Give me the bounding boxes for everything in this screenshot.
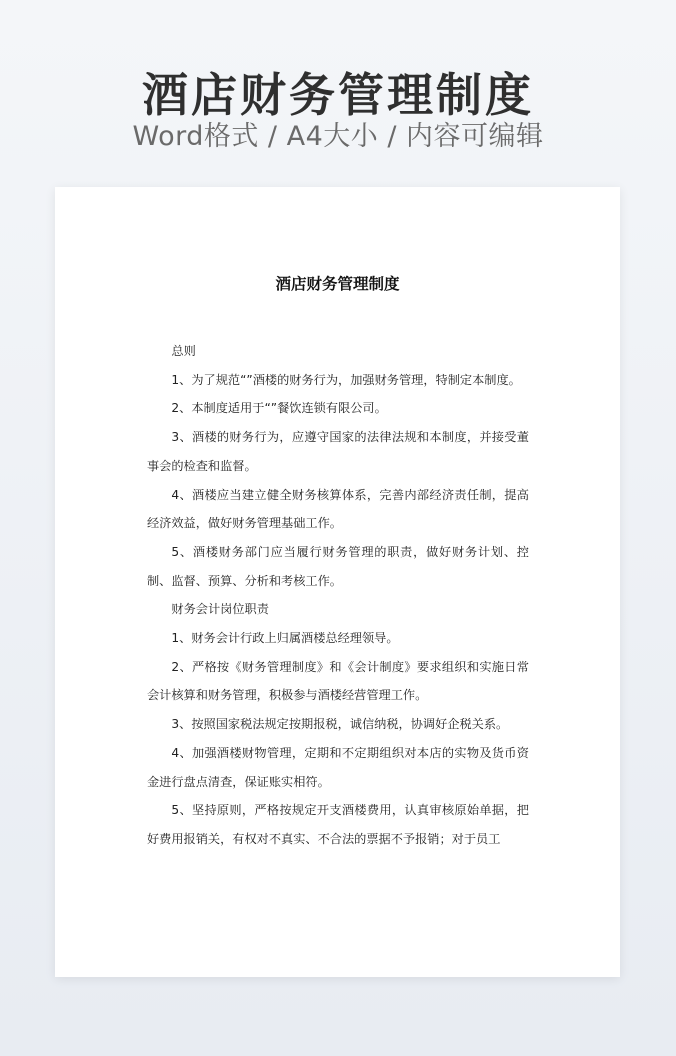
banner-subtitle: Word格式 / A4大小 / 内容可编辑 <box>132 121 544 152</box>
paragraph: 3、按照国家税法规定按期报税，诚信纳税，协调好企税关系。 <box>171 717 509 732</box>
paragraph: 2、严格按《财务管理制度》和《会计制度》要求组织和实施日常会计核算和财务管理，积极参与酒楼经营管理工作。 <box>147 659 529 703</box>
paragraph: 5、坚持原则，严格按规定开支酒楼费用，认真审核原始单据，把好费用报销关，有权对不真实、不合法的票据不予报销；对于员工 <box>147 803 529 846</box>
paragraph: 4、酒楼应当建立健全财务核算体系，完善内部经济责任制，提高经济效益，做好财务管理基础工作。 <box>147 487 529 531</box>
paragraph: 1、财务会计行政上归属酒楼总经理领导。 <box>171 631 399 646</box>
document-title: 酒店财务管理制度 <box>275 275 400 293</box>
section-heading: 总则 <box>171 344 196 358</box>
paragraph: 3、酒楼的财务行为，应遵守国家的法律法规和本制度，并接受董事会的检查和监督。 <box>147 430 529 473</box>
paragraph: 2、本制度适用于“”餐饮连锁有限公司。 <box>171 401 387 416</box>
paragraph: 1、为了规范“”酒楼的财务行为，加强财务管理，特制定本制度。 <box>171 372 521 387</box>
banner-title: 酒店财务管理制度 <box>142 68 534 122</box>
document-body <box>147 337 529 854</box>
paragraph: 5、酒楼财务部门应当履行财务管理的职责，做好财务计划、控制、监督、预算、分析和考核工作。 <box>147 544 529 588</box>
section-heading: 财务会计岗位职责 <box>171 602 269 617</box>
paragraph: 4、加强酒楼财物管理，定期和不定期组织对本店的实物及货币资金进行盘点清查，保证账实相符。 <box>147 745 529 789</box>
document-page <box>55 187 620 977</box>
